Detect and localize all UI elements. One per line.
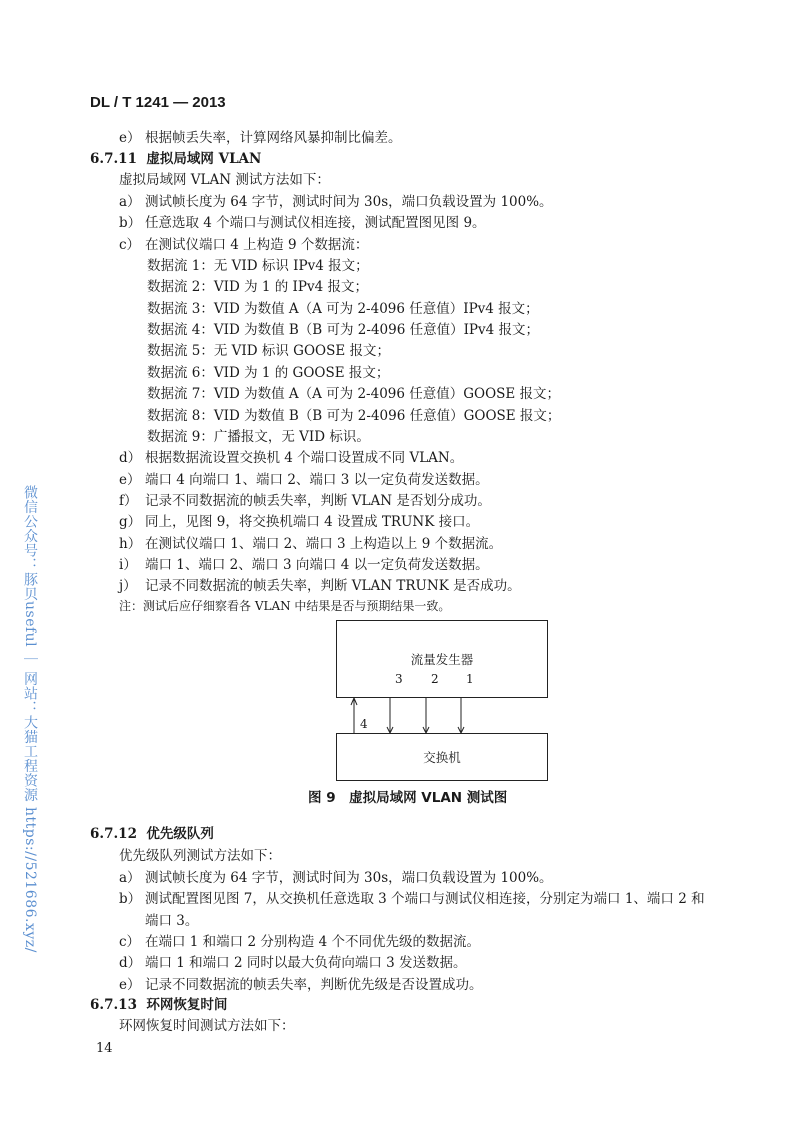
port-label: 4 <box>360 717 368 731</box>
item-text: 在测试仪端口 4 上构造 9 个数据流： <box>145 236 369 253</box>
section-intro: 环网恢复时间测试方法如下： <box>119 1018 295 1034</box>
item-text: 任意选取 4 个端口与测试仪相连接，测试配置图见图 9。 <box>145 215 486 232</box>
section-heading <box>90 996 227 1014</box>
item-label: e） <box>119 471 141 488</box>
section-title: 虚拟局域网 VLAN <box>146 151 262 167</box>
figure-caption: 图 9 虚拟局域网 VLAN 测试图 <box>308 790 508 806</box>
item-text: 测试配置图见图 7，从交换机任意选取 3 个端口与测试仪相连接，分别定为端口 1、端口 2 和 <box>145 891 705 908</box>
section-title: 环网恢复时间 <box>146 997 228 1013</box>
item-text: 端口 4 向端口 1、端口 2、端口 3 以一定负荷发送数据。 <box>145 471 489 488</box>
list-item <box>147 407 560 425</box>
item-text: 测试帧长度为 64 字节，测试时间为 30s，端口负载设置为 100%。 <box>145 870 553 886</box>
section-number: 6.7.11 <box>90 151 137 167</box>
document-header: DL / T 1241 — 2013 <box>90 94 226 111</box>
list-item <box>147 428 370 446</box>
section-heading <box>90 825 214 843</box>
item-label: b） <box>119 215 142 232</box>
list-item <box>119 912 198 930</box>
list-item <box>119 236 368 254</box>
section-heading <box>90 150 261 168</box>
item-text: 在测试仪端口 1、端口 2、端口 3 上构造以上 9 个数据流。 <box>145 535 503 552</box>
item-text: 数据流 3：VID 为数值 A（A 可为 2-4096 任意值）IPv4 报文； <box>147 300 539 317</box>
item-label: e） <box>119 976 141 993</box>
item-label: j） <box>119 578 137 595</box>
item-label: a） <box>119 870 141 886</box>
list-item <box>147 342 390 360</box>
item-text: 数据流 9：广播报文，无 VID 标识。 <box>147 428 370 445</box>
list-item <box>147 278 368 296</box>
list-item <box>119 976 483 994</box>
section-intro: 虚拟局域网 VLAN 测试方法如下： <box>119 172 330 188</box>
list-item <box>119 577 521 595</box>
list-item <box>119 890 705 908</box>
item-text: 端口 1、端口 2、端口 3 向端口 4 以一定负荷发送数据。 <box>145 556 489 573</box>
port-label: 3 <box>395 672 403 686</box>
watermark: 微信公众号：豚贝useful ｜ 网站：大猫工程资源 https://521686.xyz/ <box>22 485 38 953</box>
item-text: 数据流 8：VID 为数值 B（B 可为 2-4096 任意值）GOOSE 报文； <box>147 407 561 424</box>
item-label: a） <box>119 194 141 210</box>
item-text: 记录不同数据流的帧丢失率，判断 VLAN TRUNK 是否成功。 <box>145 578 521 595</box>
item-text: 根据帧丢失率，计算网络风暴抑制比偏差。 <box>145 130 402 146</box>
item-text: 记录不同数据流的帧丢失率，判断优先级是否设置成功。 <box>145 976 483 993</box>
port-label: 1 <box>466 672 474 686</box>
item-label: e） <box>119 130 141 146</box>
list-item <box>119 869 553 887</box>
list-item <box>119 556 489 574</box>
switch-box: 交换机 <box>336 733 548 781</box>
item-text: 记录不同数据流的帧丢失率，判断 VLAN 是否划分成功。 <box>145 492 491 509</box>
list-item <box>119 471 489 489</box>
item-label: d） <box>119 450 142 467</box>
section-intro: 优先级队列测试方法如下： <box>119 848 281 864</box>
item-label: b） <box>119 891 142 908</box>
item-text: 测试帧长度为 64 字节，测试时间为 30s，端口负载设置为 100%。 <box>145 194 553 210</box>
item-text: 数据流 2：VID 为 1 的 IPv4 报文； <box>147 279 368 296</box>
section-number: 6.7.13 <box>90 997 137 1013</box>
item-text: 数据流 7：VID 为数值 A（A 可为 2-4096 任意值）GOOSE 报文； <box>147 386 561 403</box>
item-label: f） <box>119 492 138 509</box>
list-item <box>147 385 560 403</box>
page-number: 14 <box>96 1041 113 1056</box>
list-item <box>119 513 479 531</box>
item-text: 数据流 5：无 VID 标识 GOOSE 报文； <box>147 343 390 360</box>
list-item <box>147 257 369 275</box>
item-text: 在端口 1 和端口 2 分别构造 4 个不同优先级的数据流。 <box>145 933 481 950</box>
item-label: c） <box>119 236 141 253</box>
item-label: c） <box>119 933 141 950</box>
list-item <box>147 364 389 382</box>
list-item <box>119 954 467 972</box>
list-item <box>119 535 502 553</box>
section-title: 优先级队列 <box>146 826 214 842</box>
list-item <box>147 300 539 318</box>
list-item <box>119 449 463 467</box>
item-label: g） <box>119 514 142 531</box>
item-text: 数据流 6：VID 为 1 的 GOOSE 报文； <box>147 364 390 381</box>
traffic-generator-box: 流量发生器 <box>336 620 548 698</box>
item-text: 同上，见图 9，将交换机端口 4 设置成 TRUNK 接口。 <box>145 514 480 531</box>
list-item <box>119 214 486 232</box>
list-item <box>147 321 539 339</box>
item-text: 数据流 4：VID 为数值 B（B 可为 2-4096 任意值）IPv4 报文； <box>147 322 540 339</box>
list-item <box>119 129 402 147</box>
item-label: h） <box>119 535 142 552</box>
item-label: d） <box>119 955 142 972</box>
item-text: 根据数据流设置交换机 4 个端口设置成不同 VLAN。 <box>145 450 464 467</box>
item-label: i） <box>119 556 137 573</box>
section-number: 6.7.12 <box>90 826 137 842</box>
item-text: 端口 3。 <box>145 912 199 929</box>
item-text: 数据流 1：无 VID 标识 IPv4 报文； <box>147 258 369 275</box>
note: 注：测试后应仔细察看各 VLAN 中结果是否与预期结果一致。 <box>119 599 451 613</box>
list-item <box>119 193 553 211</box>
list-item <box>119 933 480 951</box>
list-item <box>119 492 491 510</box>
port-label: 2 <box>431 672 439 686</box>
item-text: 端口 1 和端口 2 同时以最大负荷向端口 3 发送数据。 <box>145 955 467 972</box>
